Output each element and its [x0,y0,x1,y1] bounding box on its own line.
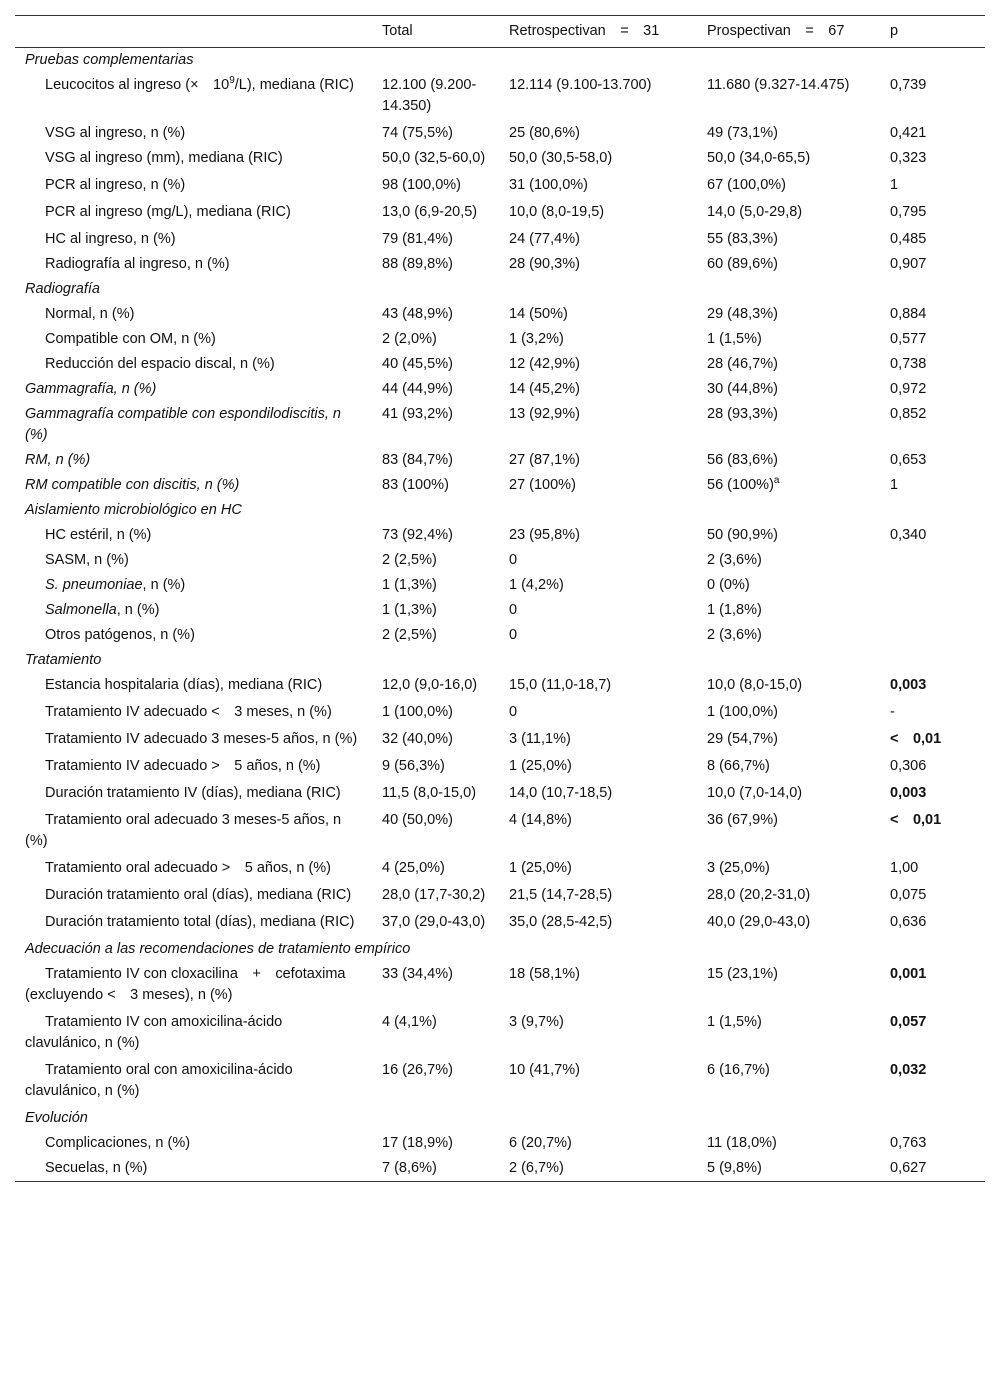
cell-retrospective: 4 (14,8%) [509,812,572,828]
row-label [15,227,367,252]
cell-retrospective: 1 (25,0%) [509,758,572,774]
row-label [15,252,367,277]
cell-total: 32 (40,0%) [382,731,453,747]
cell-retrospective: 2 (6,7%) [509,1160,564,1176]
section-row [15,48,985,74]
cell-p: 0,636 [890,914,927,930]
table-row [15,700,985,727]
row-label [15,1156,367,1182]
cell-p: 0,653 [890,452,927,468]
cell-total: 2 (2,5%) [382,627,437,643]
row-label [15,673,367,700]
cell-total: 7 (8,6%) [382,1160,437,1176]
table-row [15,523,985,548]
label-text: Duración tratamiento total (días), mediana (RIC) [45,914,355,930]
label-text: VSG al ingreso (mm), mediana (RIC) [45,150,283,166]
cell-total: 4 (4,1%) [382,1014,437,1030]
cell-p: 0,884 [890,306,927,322]
results-table [15,15,985,1182]
cell-p: < 0,01 [890,812,942,828]
label-text: HC estéril, n (%) [45,527,152,543]
row-label [15,573,367,598]
cell-prospective [692,473,875,498]
cell-retrospective: 12 (42,9%) [509,356,580,372]
cell-retrospective: 14,0 (10,7-18,5) [509,785,613,801]
label-text: Tratamiento IV adecuado 3 meses-5 años, n (%) [45,731,358,747]
cell-p: 0,627 [890,1160,927,1176]
row-label: Gammagrafía compatible con espondilodiscitis, n (%) [25,406,341,443]
table-row [15,1156,985,1182]
cell-p: - [890,704,895,720]
cell-p: 0,738 [890,356,927,372]
cell-p: 0,003 [890,785,927,801]
cell-p: 0,001 [890,966,927,982]
section-label: Aislamiento microbiológico en HC [25,502,242,518]
cell-retrospective: 3 (9,7%) [509,1014,564,1030]
cell-prospective: 8 (66,7%) [707,758,770,774]
cell-p: 0,323 [890,150,927,166]
label-text: Tratamiento IV adecuado > 5 años, n (%) [45,758,321,774]
table-row [15,548,985,573]
row-label [15,962,367,1010]
cell-p [875,623,985,648]
cell-total: 33 (34,4%) [382,966,453,982]
table-row [15,962,985,1010]
table-row [15,910,985,937]
cell-total: 17 (18,9%) [382,1135,453,1151]
row-label [15,1058,367,1106]
cell-prospective: 10,0 (7,0-14,0) [707,785,803,801]
cell-retrospective: 21,5 (14,7-28,5) [509,887,613,903]
cell-p: 0,340 [890,527,927,543]
row-label [15,727,367,754]
cell-prospective: 1 (100,0%) [707,704,778,720]
cell-retrospective: 1 (3,2%) [509,331,564,347]
cell-retrospective: 18 (58,1%) [509,966,580,982]
cell-p: 0,485 [890,231,927,247]
cell-p: 0,739 [890,77,927,93]
cell-retrospective: 15,0 (11,0-18,7) [509,677,612,693]
cell-prospective: 29 (54,7%) [707,731,778,747]
cell-prospective: 0 (0%) [707,577,750,593]
cell-total: 73 (92,4%) [382,527,453,543]
header-retrospective: Retrospectivan = 31 [509,23,660,39]
row-label: RM compatible con discitis, n (%) [25,477,240,493]
cell-prospective: 55 (83,3%) [707,231,778,247]
cell-total: 1 (100,0%) [382,704,453,720]
row-label [15,1010,367,1058]
header-p-value: p [890,23,899,39]
label-part: Leucocitos al ingreso (× 10 [45,77,230,93]
cell-p [875,573,985,598]
row-label [15,352,367,377]
label-text: Tratamiento oral con amoxicilina-ácido clavulánico, n (%) [25,1062,293,1099]
cell-retrospective: 14 (50%) [509,306,568,322]
label-text: Tratamiento IV con cloxacilina + cefotaxima (excluyendo < 3 meses), n (%) [25,966,346,1003]
cell-p: 0,306 [890,758,927,774]
cell-prospective: 6 (16,7%) [707,1062,770,1078]
cell-p: 0,852 [890,406,927,422]
label-text: Compatible con OM, n (%) [45,331,216,347]
cell-retrospective: 27 (87,1%) [509,452,580,468]
cell-total: 1 (1,3%) [382,602,437,618]
cell-total: 4 (25,0%) [382,860,445,876]
cell-total: 44 (44,9%) [382,381,453,397]
cell-p: 0,795 [890,204,927,220]
row-label [15,327,367,352]
label-part: /L), mediana (RIC) [234,77,355,93]
label-text: Tratamiento oral adecuado > 5 años, n (%) [45,860,331,876]
cell-total: 11,5 (8,0-15,0) [382,785,477,801]
section-label: Radiografía [25,281,100,297]
cell-prospective: 50,0 (34,0-65,5) [707,150,811,166]
cell-retrospective: 10,0 (8,0-19,5) [509,204,605,220]
cell-p: 0,032 [890,1062,927,1078]
row-label [15,856,367,883]
cell-retrospective: 13 (92,9%) [509,406,580,422]
cell-prospective: 29 (48,3%) [707,306,778,322]
table-row [15,73,985,121]
section-label: Evolución [25,1110,88,1126]
cell-total: 50,0 (32,5-60,0) [382,150,486,166]
cell-prospective: 2 (3,6%) [707,627,762,643]
row-label [15,754,367,781]
cell-p: 0,972 [890,381,927,397]
row-label: Gammagrafía, n (%) [25,381,157,397]
cell-p: 0,907 [890,256,927,272]
cell-prospective: 11.680 (9.327-14.475) [707,77,850,93]
table-row [15,173,985,200]
row-label [15,781,367,808]
cell-prospective: 1 (1,8%) [707,602,762,618]
table-row [15,883,985,910]
cell-prospective: 49 (73,1%) [707,125,778,141]
cell-retrospective: 12.114 (9.100-13.700) [509,77,652,93]
section-row [15,498,985,523]
row-label [15,73,367,121]
cell-retrospective: 14 (45,2%) [509,381,580,397]
cell-p: 0,763 [890,1135,927,1151]
table-row [15,808,985,856]
label-text: Duración tratamiento oral (días), mediana (RIC) [45,887,352,903]
value-text: 56 (100%) [707,477,774,493]
cell-retrospective: 0 [509,704,518,720]
label-text: , n (%) [142,577,186,593]
cell-p: 0,003 [890,677,927,693]
label-text: Estancia hospitalaria (días), mediana (RIC) [45,677,323,693]
cell-prospective: 50 (90,9%) [707,527,778,543]
section-label: Tratamiento [25,652,102,668]
cell-prospective: 5 (9,8%) [707,1160,762,1176]
cell-total: 83 (84,7%) [382,452,453,468]
header-row [15,16,985,48]
table-row [15,598,985,623]
cell-retrospective: 1 (25,0%) [509,860,572,876]
cell-total: 43 (48,9%) [382,306,453,322]
cell-retrospective: 28 (90,3%) [509,256,580,272]
cell-p: 0,577 [890,331,927,347]
cell-retrospective: 25 (80,6%) [509,125,580,141]
table-row [15,252,985,277]
row-label [15,598,367,623]
label-text: Radiografía al ingreso, n (%) [45,256,230,272]
table-row [15,121,985,146]
row-label [15,623,367,648]
table-body [15,48,985,1182]
cell-p: 1 [890,477,899,493]
row-label [15,1131,367,1156]
cell-total: 74 (75,5%) [382,125,453,141]
table-row [15,1131,985,1156]
section-row [15,648,985,673]
label-text: SASM, n (%) [45,552,129,568]
cell-prospective: 14,0 (5,0-29,8) [707,204,803,220]
cell-prospective: 1 (1,5%) [707,1014,762,1030]
row-label [15,173,367,200]
cell-p: 1,00 [890,860,919,876]
table-row [15,473,985,498]
cell-total: 1 (1,3%) [382,577,437,593]
row-label [15,910,367,937]
cell-p: 0,075 [890,887,927,903]
cell-total: 79 (81,4%) [382,231,453,247]
cell-retrospective: 1 (4,2%) [509,577,564,593]
table-row [15,377,985,402]
cell-prospective: 15 (23,1%) [707,966,778,982]
cell-p: 0,057 [890,1014,927,1030]
table-row [15,673,985,700]
cell-prospective: 3 (25,0%) [707,860,770,876]
label-superscript: 9 [229,75,235,87]
section-row [15,277,985,302]
cell-prospective: 56 (83,6%) [707,452,778,468]
cell-prospective: 28 (46,7%) [707,356,778,372]
cell-total: 16 (26,7%) [382,1062,453,1078]
table-row [15,352,985,377]
cell-total: 83 (100%) [382,477,449,493]
row-label [15,808,367,856]
cell-total: 2 (2,0%) [382,331,437,347]
row-label [15,121,367,146]
table-row [15,402,985,448]
species-name: S. pneumoniae [45,577,143,593]
label-text: PCR al ingreso, n (%) [45,177,186,193]
results-table-container [15,15,985,1182]
row-label [15,200,367,227]
cell-retrospective: 0 [509,602,518,618]
cell-total: 88 (89,8%) [382,256,453,272]
cell-p [875,548,985,573]
cell-retrospective: 31 (100,0%) [509,177,588,193]
cell-retrospective: 6 (20,7%) [509,1135,572,1151]
table-row [15,146,985,173]
cell-total: 12.100 (9.200-14.350) [382,77,477,114]
section-label: Pruebas complementarias [25,52,194,68]
table-row [15,200,985,227]
cell-total: 37,0 (29,0-43,0) [382,914,486,930]
label-text: Secuelas, n (%) [45,1160,148,1176]
cell-prospective: 28 (93,3%) [707,406,778,422]
row-label [15,523,367,548]
cell-total: 2 (2,5%) [382,552,437,568]
header-variable [15,16,367,48]
cell-p: < 0,01 [890,731,942,747]
cell-total: 40 (45,5%) [382,356,453,372]
row-label [15,548,367,573]
label-text: Tratamiento oral adecuado 3 meses-5 años, n (%) [25,812,342,849]
row-label [15,146,367,173]
table-row [15,727,985,754]
label-text: VSG al ingreso, n (%) [45,125,186,141]
cell-total: 40 (50,0%) [382,812,453,828]
cell-total: 41 (93,2%) [382,406,453,422]
cell-total: 98 (100,0%) [382,177,461,193]
section-label: Adecuación a las recomendaciones de tratamiento empírico [25,941,411,957]
table-row [15,573,985,598]
cell-total: 12,0 (9,0-16,0) [382,677,478,693]
label-text: HC al ingreso, n (%) [45,231,176,247]
cell-retrospective: 27 (100%) [509,477,576,493]
table-row [15,1010,985,1058]
cell-prospective: 40,0 (29,0-43,0) [707,914,811,930]
table-row [15,327,985,352]
table-row [15,754,985,781]
label-text: Complicaciones, n (%) [45,1135,191,1151]
cell-total: 9 (56,3%) [382,758,445,774]
cell-retrospective: 10 (41,7%) [509,1062,580,1078]
cell-prospective: 2 (3,6%) [707,552,762,568]
cell-prospective: 28,0 (20,2-31,0) [707,887,811,903]
cell-total: 13,0 (6,9-20,5) [382,204,478,220]
cell-retrospective: 23 (95,8%) [509,527,580,543]
cell-prospective: 1 (1,5%) [707,331,762,347]
label-text: Reducción del espacio discal, n (%) [45,356,275,372]
cell-retrospective: 35,0 (28,5-42,5) [509,914,613,930]
table-row [15,448,985,473]
species-name: Salmonella [45,602,117,618]
table-row [15,1058,985,1106]
cell-prospective: 36 (67,9%) [707,812,778,828]
header-prospective: Prospectivan = 67 [707,23,845,39]
cell-p [875,598,985,623]
cell-retrospective: 24 (77,4%) [509,231,580,247]
cell-retrospective: 50,0 (30,5-58,0) [509,150,613,166]
cell-prospective: 30 (44,8%) [707,381,778,397]
cell-prospective: 11 (18,0%) [707,1135,777,1151]
label-text: Tratamiento IV con amoxicilina-ácido clavulánico, n (%) [25,1014,283,1051]
label-text: Otros patógenos, n (%) [45,627,195,643]
table-row [15,623,985,648]
row-label [15,700,367,727]
section-row [15,937,985,962]
label-text: Normal, n (%) [45,306,135,322]
cell-total: 28,0 (17,7-30,2) [382,887,486,903]
footnote-marker: a [773,475,780,487]
row-label [15,883,367,910]
cell-retrospective: 0 [509,552,518,568]
section-row [15,1106,985,1131]
table-row [15,302,985,327]
cell-retrospective: 3 (11,1%) [509,731,571,747]
table-row [15,227,985,252]
header-total: Total [382,23,413,39]
cell-p: 0,421 [890,125,927,141]
label-text: Duración tratamiento IV (días), mediana (RIC) [45,785,341,801]
table-row [15,856,985,883]
cell-prospective: 67 (100,0%) [707,177,786,193]
label-text: Tratamiento IV adecuado < 3 meses, n (%) [45,704,332,720]
label-text: PCR al ingreso (mg/L), mediana (RIC) [45,204,291,220]
row-label: RM, n (%) [25,452,91,468]
table-header [15,16,985,48]
row-label [15,302,367,327]
cell-prospective: 60 (89,6%) [707,256,778,272]
cell-p: 1 [890,177,899,193]
label-text: , n (%) [116,602,160,618]
cell-prospective: 10,0 (8,0-15,0) [707,677,803,693]
cell-retrospective: 0 [509,627,518,643]
table-row [15,781,985,808]
